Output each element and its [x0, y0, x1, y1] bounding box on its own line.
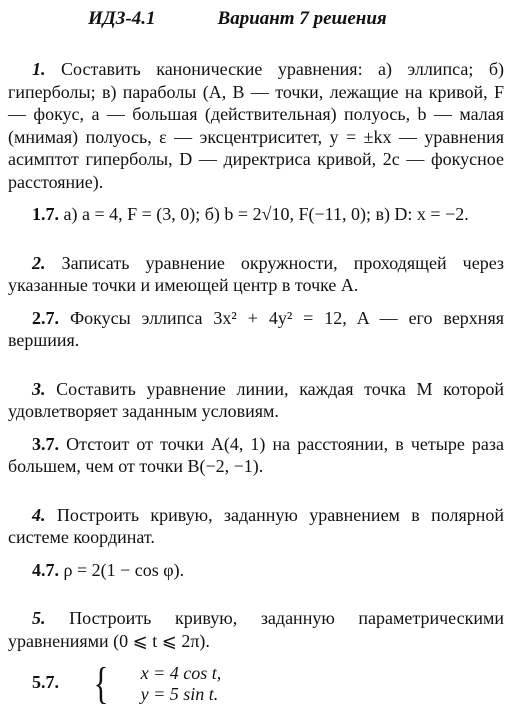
system-line: y = 5 sin t.	[140, 684, 219, 704]
task-text: Построить кривую, заданную параметрическими уравнениями (0 ⩽ t ⩽ 2π).	[8, 608, 504, 651]
solution-1	[8, 203, 504, 226]
task-1	[8, 58, 504, 193]
solution-text: ρ = 2(1 − cos φ).	[63, 559, 185, 580]
solution-number: 4.7.	[32, 559, 59, 580]
system-line: x = 4 cos t,	[140, 663, 222, 683]
solution-number: 1.7.	[32, 204, 59, 224]
task-5	[8, 607, 504, 652]
task-3	[8, 378, 504, 423]
task-text: Составить уравнение линии, каждая точка M которой удовлетворяет заданным условиям.	[8, 378, 505, 421]
solution-4	[8, 559, 504, 582]
solution-number: 2.7.	[32, 307, 59, 328]
task-text: Составить канонические уравнения: а) эллипса; б) гиперболы; в) параболы (A, B — точки, лежащие на кривой, F — фокус, a — большая (действительная) полуось, b — малая (мнимая) полуось, ε — эксцентриситет, y = ±kx — уравнения асимптот гиперболы, D — директриса кривой, 2c — фокусное расстояние).	[8, 59, 505, 192]
solution-5	[8, 659, 504, 708]
solution-text: Фокусы эллипса 3x² + 4y² = 12, A — его верхняя вершиия.	[8, 307, 504, 350]
doc-title: ИДЗ-4.1	[88, 8, 156, 29]
task-number: 2.	[32, 252, 46, 273]
task-text: Построить кривую, заданную уравнением в полярной системе координат.	[8, 504, 505, 547]
header	[8, 8, 504, 32]
solution-2	[8, 307, 504, 352]
solution-text: а) a = 4, F = (3, 0); б) b = 2√10, F(−11, 0); в) D: x = −2.	[63, 204, 469, 224]
system-lines	[117, 663, 222, 705]
solution-3	[8, 433, 504, 478]
task-number: 5.	[32, 608, 46, 628]
solution-number: 5.7.	[32, 672, 59, 693]
task-number: 1.	[32, 59, 46, 79]
equation-system	[64, 659, 222, 708]
solution-number: 3.7.	[32, 433, 59, 454]
task-text: Записать уравнение окружности, проходящей через указанные точки и имеющей центр в точке A.	[8, 252, 505, 295]
task-number: 4.	[32, 504, 46, 525]
left-brace: {	[93, 659, 108, 708]
solution-text: Отстоит от точки A(4, 1) на расстоянии, в четыре раза большем, чем от точки B(−2, −1).	[8, 433, 505, 476]
task-4	[8, 504, 504, 549]
task-number: 3.	[32, 378, 46, 399]
variant-title: Вариант 7 решения	[217, 8, 387, 29]
task-2	[8, 252, 504, 297]
